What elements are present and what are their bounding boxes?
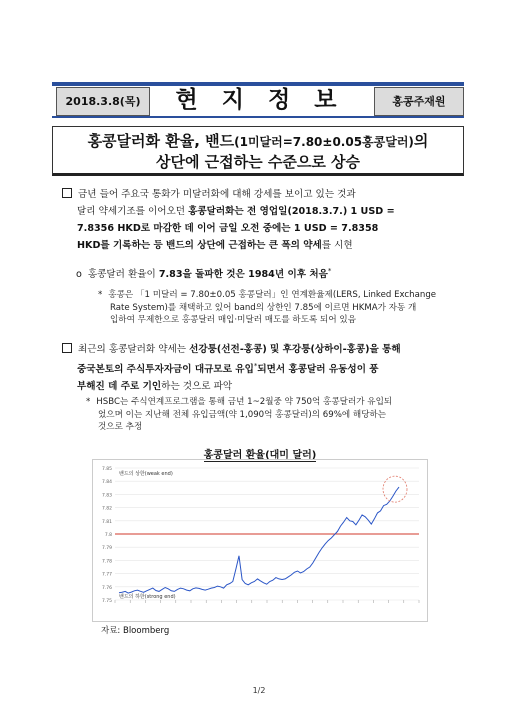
y-tick-label: 7.83 [101, 493, 112, 499]
note1-line1 [98, 289, 458, 302]
sub-bullet-1 [76, 263, 456, 283]
headline-part: 홍콩달러화 환율, 밴드 [87, 132, 235, 150]
note1-line2: Rate System)를 채택하고 있어 band의 상한인 7.85에 이르면 HKMA가 자동 개 [110, 302, 417, 313]
square-bullet-icon [62, 188, 72, 198]
y-tick-label: 7.77 [101, 572, 112, 578]
para2-bold: 선강퉁(선전-홍콩) 및 후강퉁(상하이-홍콩)을 통해 [189, 344, 401, 355]
paragraph-1 [62, 186, 462, 254]
highlight-circle [383, 476, 407, 502]
para2-text: 최근의 홍콩달러화 약세는 [78, 344, 190, 355]
header-bottom-rule [52, 116, 464, 118]
y-tick-label: 7.82 [101, 506, 112, 512]
para2-bold: 되면서 홍콩달러 유동성이 풍 [257, 364, 379, 376]
y-tick-label: 7.84 [101, 480, 112, 486]
headline-line2: 상단에 근접하는 수준으로 상승 [155, 153, 361, 171]
para1-bold: HKD를 기록하는 등 밴드의 상단에 근접하는 큰 폭의 약세 [77, 240, 322, 251]
header-title: 현 지 정 보 [175, 87, 345, 113]
note-1 [98, 289, 458, 327]
sub1-bold: 7.83을 돌파한 것은 1984년 이후 처음 [158, 269, 328, 281]
note1-text: 홍콩은 「1 미달러 = 7.80±0.05 홍콩달러」인 연계환율제(LERS, Linked Exchange [108, 290, 437, 300]
para1-line1 [62, 186, 462, 203]
note1-line3: 입하여 무제한으로 홍콩달러 매입·미달러 매도를 하도록 되어 있음 [110, 315, 356, 325]
y-tick-label: 7.81 [101, 519, 112, 525]
series-line [119, 487, 399, 593]
upper-band-label: 밴드의 상한(weak end) [119, 471, 173, 477]
footnote-mark: * [253, 362, 258, 370]
headline-part: 의 [413, 132, 429, 150]
header-date: 2018.3.8(목) [56, 87, 150, 116]
sub1-text: 홍콩달러 환율이 [87, 269, 159, 281]
chart-frame [92, 459, 428, 622]
note-star: * [98, 290, 103, 300]
para1-line4 [62, 237, 462, 254]
headline-box [52, 126, 464, 176]
note2-line2: 었으며 이는 지난해 전체 유입금액(약 1,090억 홍콩달러)의 69%에 해당하는 [98, 409, 387, 420]
page-number: 1/2 [252, 686, 266, 695]
exchange-rate-chart [93, 460, 427, 621]
para2-line1 [62, 341, 462, 358]
para2-line2 [62, 358, 462, 378]
para1-bold: 홍콩달러화는 전 영업일(2018.3.7.) 1 USD = [188, 206, 395, 217]
y-tick-label: 7.75 [101, 599, 112, 604]
headline-line1 [53, 131, 463, 152]
para1-text: 달리 약세기조를 이어오던 [77, 206, 189, 217]
paragraph-2 [62, 341, 462, 395]
note-2 [86, 396, 458, 434]
chart-title-text: 홍콩달러 환율(대미 달러) [203, 450, 317, 461]
headline-band: (1미달러=7.80±0.05홍콩달러) [234, 135, 414, 149]
y-tick-label: 7.76 [101, 585, 112, 591]
note-star: * [86, 397, 91, 407]
y-tick-label: 7.78 [101, 559, 112, 565]
para1-line3: 7.8356 HKD로 마감한 데 이어 금일 오전 중에는 1 USD = 7.8358 [77, 223, 379, 234]
note2-line3: 것으로 추정 [98, 422, 143, 432]
header-org: 홍콩주재원 [374, 87, 464, 116]
para1-text: 를 시현 [321, 240, 353, 251]
footnote-mark: * [327, 267, 332, 275]
para2-bold: 중국본토의 주식투자자금이 대규모로 유입 [77, 364, 254, 376]
lower-band-label: 밴드의 하한(strong end) [119, 594, 176, 600]
y-tick-label: 7.85 [101, 467, 112, 472]
note2-line1 [86, 396, 458, 409]
para2-line3 [62, 378, 462, 395]
y-tick-label: 7.8 [104, 533, 112, 538]
para1-line2 [62, 203, 462, 220]
y-tick-label: 7.79 [101, 546, 112, 552]
para2-text: 하는 것으로 파악 [161, 381, 233, 393]
para1-text: 금년 들어 주요국 통화가 미달러화에 대해 강세를 보이고 있는 것과 [78, 189, 356, 200]
chart-source: 자료: Bloomberg [101, 626, 170, 636]
circle-bullet-icon: o [76, 269, 82, 281]
note2-text: HSBC는 주식연계프로그램을 통해 금년 1~2월중 약 750억 홍콩달러가 유입되 [96, 397, 393, 407]
square-bullet-icon [62, 343, 72, 353]
para2-bold: 부해진 데 주로 기인 [77, 381, 162, 393]
